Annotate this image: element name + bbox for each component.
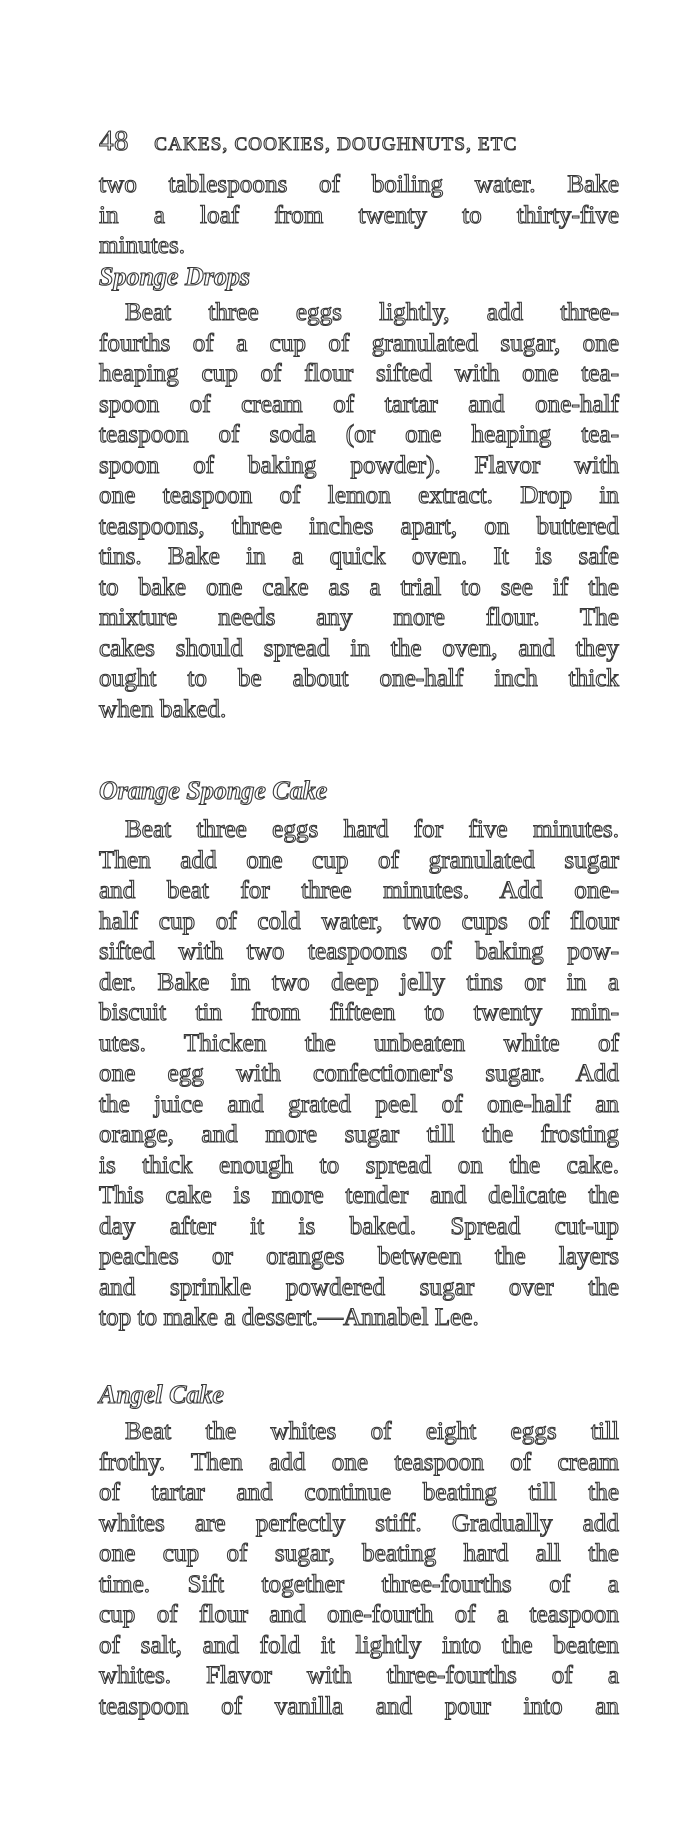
text-line: cakes should spread in the oven, and they bbox=[99, 634, 619, 662]
text-line: peaches or oranges between the layers bbox=[99, 1243, 619, 1270]
section-title-sponge-drops: Sponge Drops bbox=[99, 262, 250, 291]
text-line: der. Bake in two deep jelly tins or in a bbox=[99, 968, 619, 996]
section-title-orange-sponge-cake: Orange Sponge Cake bbox=[99, 776, 328, 805]
text-line: top to make a dessert.—Annabel Lee. bbox=[99, 1304, 479, 1331]
text-line: teaspoon of vanilla and pour into an bbox=[99, 1692, 619, 1720]
text-line: whites are perfectly stiff. Gradually add bbox=[99, 1509, 619, 1537]
text-line: when baked. bbox=[99, 695, 227, 723]
text-line: in a loaf from twenty to thirty-five bbox=[99, 201, 619, 229]
text-line: sifted with two teaspoons of baking pow- bbox=[99, 938, 619, 965]
text-line: frothy. Then add one teaspoon of cream bbox=[99, 1448, 619, 1476]
continuation-paragraph bbox=[99, 170, 619, 262]
text-line: half cup of cold water, two cups of flour bbox=[99, 907, 619, 935]
text-line: two tablespoons of boiling water. Bake bbox=[99, 171, 619, 198]
text-line: tins. Bake in a quick oven. It is safe bbox=[99, 543, 619, 570]
text-line: ought to be about one-half inch thick bbox=[99, 665, 619, 692]
text-line: Beat three eggs lightly, add three- bbox=[125, 299, 619, 326]
text-line: mixture needs any more flour. The bbox=[99, 604, 619, 631]
text-line: time. Sift together three-fourths of a bbox=[99, 1570, 619, 1598]
text-line: spoon of cream of tartar and one-half bbox=[99, 390, 619, 418]
text-line: spoon of baking powder). Flavor with bbox=[99, 451, 619, 479]
text-line: cup of flour and one-fourth of a teaspoon bbox=[99, 1601, 619, 1628]
text-line: Then add one cup of granulated sugar bbox=[99, 846, 619, 874]
text-line: orange, and more sugar till the frosting bbox=[99, 1121, 619, 1148]
paragraph-sponge-drops bbox=[99, 298, 619, 725]
text-line: day after it is baked. Spread cut-up bbox=[99, 1212, 619, 1240]
text-line: one egg with confectioner's sugar. Add bbox=[99, 1060, 619, 1087]
text-line: and sprinkle powdered sugar over the bbox=[99, 1273, 619, 1301]
text-line: fourths of a cup of granulated sugar, one bbox=[99, 329, 619, 357]
running-title: CAKES, COOKIES, DOUGHNUTS, ETC bbox=[154, 134, 518, 155]
text-line: teaspoons, three inches apart, on buttered bbox=[99, 512, 619, 540]
text-line: utes. Thicken the unbeaten white of bbox=[99, 1029, 619, 1057]
paragraph-angel-cake bbox=[99, 1417, 619, 1722]
text-line: heaping cup of flour sifted with one tea- bbox=[99, 360, 619, 387]
text-line: of tartar and continue beating till the bbox=[99, 1479, 619, 1506]
text-line: is thick enough to spread on the cake. bbox=[99, 1151, 619, 1179]
text-line: whites. Flavor with three-fourths of a bbox=[99, 1662, 619, 1689]
paragraph-orange-sponge-cake bbox=[99, 815, 619, 1334]
text-line: This cake is more tender and delicate the bbox=[99, 1182, 619, 1209]
text-line: to bake one cake as a trial to see if the bbox=[99, 573, 619, 601]
text-line: and beat for three minutes. Add one- bbox=[99, 877, 619, 904]
text-line: teaspoon of soda (or one heaping tea- bbox=[99, 421, 619, 448]
page-header bbox=[99, 125, 619, 158]
text-line: minutes. bbox=[99, 232, 186, 259]
section-title-angel-cake: Angel Cake bbox=[99, 1380, 224, 1409]
text-line: the juice and grated peel of one-half an bbox=[99, 1090, 619, 1118]
text-line: one teaspoon of lemon extract. Drop in bbox=[99, 482, 619, 509]
text-line: Beat the whites of eight eggs till bbox=[125, 1418, 619, 1445]
text-line: Beat three eggs hard for five minutes. bbox=[125, 816, 619, 843]
page-number: 48 bbox=[99, 125, 129, 157]
text-line: of salt, and fold it lightly into the beaten bbox=[99, 1631, 619, 1659]
text-line: one cup of sugar, beating hard all the bbox=[99, 1540, 619, 1567]
text-line: biscuit tin from fifteen to twenty min- bbox=[99, 999, 619, 1026]
